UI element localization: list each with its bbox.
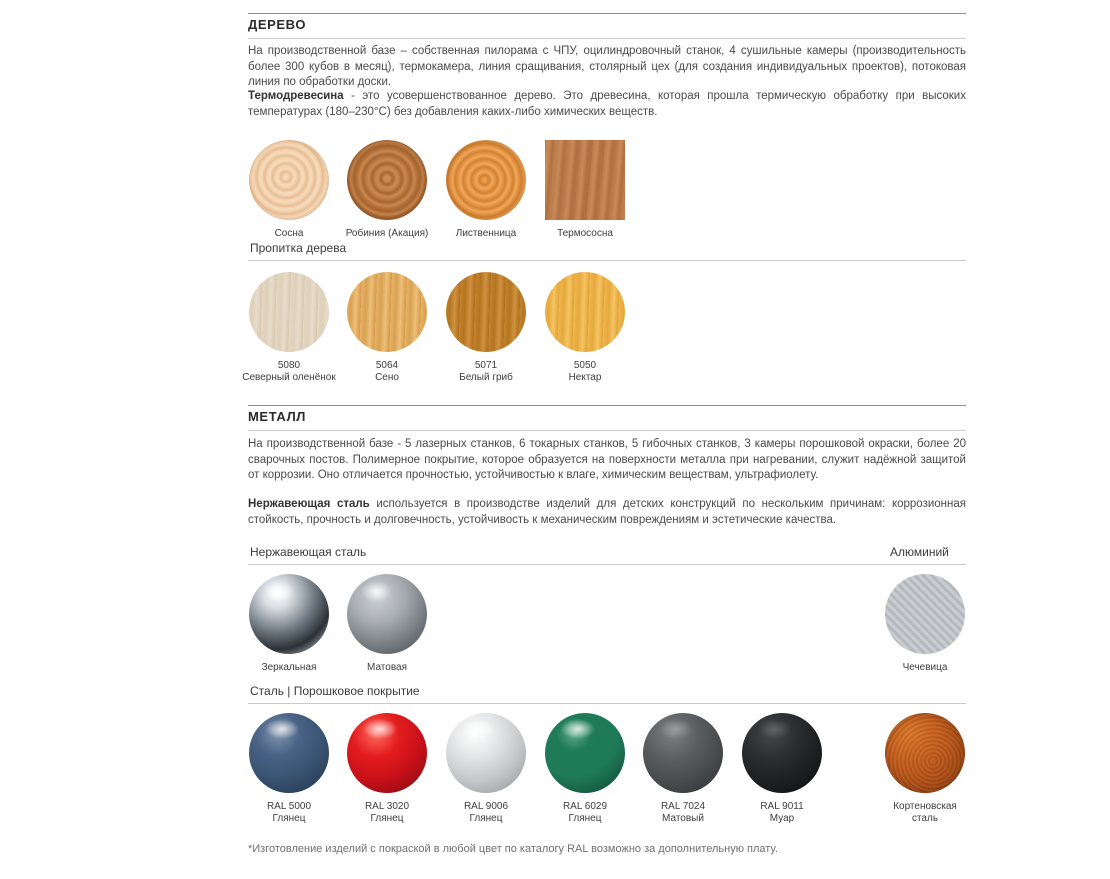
wood-grain-5050-icon — [545, 272, 625, 352]
wood-grain-5071-icon — [446, 272, 526, 352]
wood-species-item[interactable] — [241, 140, 337, 240]
wood-paragraph-2-term: Термодревесина — [248, 90, 344, 102]
sphere-corten-steel-icon — [885, 713, 965, 793]
powder-coating-title: Сталь | Порошковое покрытие — [250, 684, 420, 698]
corten-item[interactable] — [877, 713, 973, 825]
wood-species-item[interactable] — [339, 140, 435, 240]
sphere-ral-5000-icon — [249, 713, 329, 793]
powder-coating-item[interactable] — [241, 713, 337, 825]
log-cross-section-pine-icon — [249, 140, 329, 220]
stainless-item[interactable] — [339, 574, 435, 674]
wood-grain-5080-icon — [249, 272, 329, 352]
wood-paragraph-1: На производственной базе – собственная пилорама с ЧПУ, оцилиндровочный станок, 4 сушильные камеры (производительность более 300 кубов в месяц), термокамера, линия сращивания, столярный цех (для создания индивидуальных проектов), потоковая линия по обработки доски. — [248, 45, 966, 88]
sphere-mirror-icon — [249, 574, 329, 654]
sphere-matte-icon — [347, 574, 427, 654]
impregnation-code: 5071 — [474, 360, 498, 371]
powder-finish: Матовый — [662, 813, 704, 824]
sphere-ral-7024-icon — [643, 713, 723, 793]
powder-coating-item[interactable] — [635, 713, 731, 825]
wood-section-title: ДЕРЕВО — [248, 17, 307, 32]
ral-footnote: *Изготовление изделий с покраской в любой цвет по каталогу RAL возможно за дополнительную плату. — [248, 843, 778, 855]
powder-code: RAL 3020 — [364, 801, 410, 812]
wood-species-label: Лиственница — [455, 228, 517, 239]
wood-section-heading — [248, 17, 966, 36]
wood-grain-5064-icon — [347, 272, 427, 352]
powder-finish: Глянец — [568, 813, 602, 824]
wood-species-item[interactable] — [537, 140, 633, 240]
powder-code: RAL 5000 — [266, 801, 312, 812]
wood-species-item[interactable] — [438, 140, 534, 240]
wood-grain-thermo-pine-icon — [545, 140, 625, 220]
aluminium-label: Чечевица — [902, 662, 948, 673]
impregnation-code: 5080 — [277, 360, 301, 371]
metal-section-top-rule — [248, 405, 966, 406]
stainless-rule — [248, 564, 966, 565]
metal-paragraph-2-rest: используется в производстве изделий для детских конструкций по нескольким причинам: коррозионная стойкость, прочность и долговечность, устойчивость к механическим повреждениям и эстетические качества. — [248, 498, 966, 526]
impregnation-code: 5050 — [573, 360, 597, 371]
wood-species-label: Сосна — [274, 228, 304, 239]
powder-code: RAL 7024 — [660, 801, 706, 812]
aluminium-title: Алюминий — [890, 545, 949, 559]
powder-code: RAL 6029 — [562, 801, 608, 812]
impregnation-rule — [248, 260, 966, 261]
impregnation-code: 5064 — [375, 360, 399, 371]
impregnation-name: Северный оленёнок — [242, 372, 336, 383]
powder-finish: Глянец — [370, 813, 404, 824]
corten-label-line1: Кортеновская — [893, 801, 957, 812]
sphere-ral-9006-icon — [446, 713, 526, 793]
aluminium-checker-plate-icon — [885, 574, 965, 654]
stainless-item[interactable] — [241, 574, 337, 674]
wood-section-bottom-rule — [248, 38, 966, 39]
powder-code: RAL 9006 — [463, 801, 509, 812]
wood-species-label: Термососна — [557, 228, 613, 239]
metal-section-heading — [248, 409, 966, 428]
wood-paragraph-2 — [248, 89, 966, 120]
wood-section-top-rule — [248, 13, 966, 14]
impregnation-item[interactable] — [241, 272, 337, 384]
impregnation-item[interactable] — [339, 272, 435, 384]
corten-label-line2: сталь — [911, 813, 939, 824]
powder-code: RAL 9011 — [760, 801, 804, 812]
metal-section-bottom-rule — [248, 430, 966, 431]
log-cross-section-larch-icon — [446, 140, 526, 220]
stainless-label: Матовая — [367, 662, 407, 673]
sphere-ral-3020-icon — [347, 713, 427, 793]
stainless-title: Нержавеющая сталь — [250, 545, 367, 559]
impregnation-title: Пропитка дерева — [250, 241, 347, 255]
stainless-label: Зеркальная — [261, 662, 317, 673]
wood-paragraph-2-rest: - это усовершенствованное дерево. Это древесина, которая прошла термическую обработку при высоких температурах (180–230°C) без добавления каких-либо химических веществ. — [248, 90, 966, 118]
powder-finish: Глянец — [469, 813, 503, 824]
metal-section-title: МЕТАЛЛ — [248, 409, 307, 424]
powder-finish: Муар — [769, 813, 795, 824]
impregnation-item[interactable] — [537, 272, 633, 384]
powder-coating-item[interactable] — [339, 713, 435, 825]
impregnation-item[interactable] — [438, 272, 534, 384]
powder-coating-rule — [248, 703, 966, 704]
impregnation-name: Нектар — [568, 372, 602, 383]
wood-species-label: Робиния (Акация) — [345, 228, 429, 239]
powder-coating-item[interactable] — [438, 713, 534, 825]
sphere-ral-6029-icon — [545, 713, 625, 793]
impregnation-name: Сено — [375, 372, 399, 383]
metal-paragraph-1: На производственной базе - 5 лазерных станков, 6 токарных станков, 5 гибочных станков, 3 камеры порошковой окраски, более 20 сварочных постов. Полимерное покрытие, которое образуется на поверхности металла при нагревании, служит надёжной защитой от коррозии. Оно отличается прочностью, устойчивостью к влаге, химическим веществам, ультрафиолету. — [248, 438, 966, 481]
powder-coating-item[interactable] — [734, 713, 830, 825]
impregnation-name: Белый гриб — [459, 372, 513, 383]
metal-paragraph-2-term: Нержавеющая сталь — [248, 498, 370, 510]
powder-finish: Глянец — [272, 813, 306, 824]
log-cross-section-robinia-icon — [347, 140, 427, 220]
powder-coating-item[interactable] — [537, 713, 633, 825]
aluminium-item[interactable] — [877, 574, 973, 674]
metal-paragraph-2 — [248, 497, 966, 528]
sphere-ral-9011-icon — [742, 713, 822, 793]
